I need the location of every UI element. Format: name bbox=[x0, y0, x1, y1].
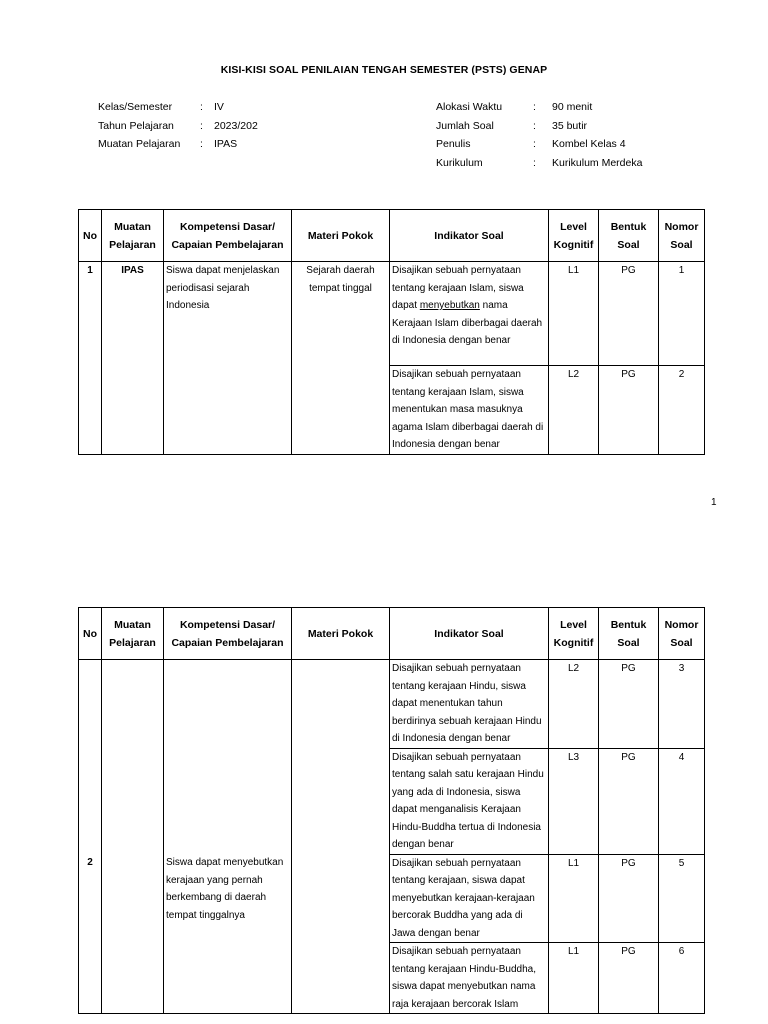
header-materi: Materi Pokok bbox=[292, 210, 390, 262]
meta-label: Alokasi Waktu bbox=[436, 101, 503, 113]
header-no: No bbox=[79, 608, 102, 660]
header-level bbox=[549, 608, 599, 660]
cell-bentuk: PG bbox=[599, 854, 659, 943]
cell-nomor: 1 bbox=[659, 262, 705, 366]
header-text: Level bbox=[560, 220, 587, 233]
header-nomor bbox=[659, 608, 705, 660]
meta-colon: : bbox=[200, 101, 203, 113]
header-text: Capaian Pembelajaran bbox=[171, 238, 284, 251]
cell-level: L2 bbox=[549, 660, 599, 749]
cell-indikator: Disajikan sebuah pernyataan tentang salah satu kerajaan Hindu yang ada di Indonesia, siswa dapat menganalisis Kerajaan Hindu-Buddha tertua di Indonesia dengan benar bbox=[390, 748, 549, 854]
cell-no-empty bbox=[79, 660, 102, 855]
header-bentuk bbox=[599, 608, 659, 660]
cell-nomor: 5 bbox=[659, 854, 705, 943]
meta-row-kelas bbox=[98, 101, 258, 120]
header-text: Pelajaran bbox=[109, 238, 156, 251]
meta-value: 35 butir bbox=[552, 119, 588, 132]
meta-colon: : bbox=[533, 156, 536, 169]
cell-no: 1 bbox=[79, 262, 102, 455]
cell-kompetensi: Siswa dapat menjelaskan periodisasi sejarah Indonesia bbox=[164, 262, 292, 455]
header-indikator: Indikator Soal bbox=[390, 210, 549, 262]
cell-indikator: Disajikan sebuah pernyataan tentang kerajaan Hindu-Buddha, siswa dapat menyebutkan nama raja kerajaan bercorak Islam bbox=[390, 943, 549, 1014]
header-kompetensi bbox=[164, 608, 292, 660]
meta-colon: : bbox=[200, 119, 203, 132]
header-text: Level bbox=[560, 618, 587, 631]
header-muatan bbox=[102, 608, 164, 660]
header-text: Nomor bbox=[664, 220, 699, 233]
header-materi: Materi Pokok bbox=[292, 608, 390, 660]
cell-level: L1 bbox=[549, 262, 599, 366]
cell-muatan-empty bbox=[102, 660, 164, 1014]
cell-indikator: Disajikan sebuah pernyataan tentang kerajaan Hindu, siswa dapat menentukan tahun berdirinya sebuah kerajaan Hindu di Indonesia dengan benar bbox=[390, 660, 549, 749]
indikator-underlined: menyebutkan bbox=[419, 300, 480, 311]
cell-level: L1 bbox=[549, 854, 599, 943]
header-text: Pelajaran bbox=[109, 636, 156, 649]
meta-label: Kelas/Semester bbox=[98, 101, 173, 113]
cell-level: L3 bbox=[549, 748, 599, 854]
meta-row-kurikulum bbox=[436, 157, 642, 176]
header-text: Kognitif bbox=[553, 636, 594, 649]
cell-bentuk: PG bbox=[599, 943, 659, 1014]
meta-row-penulis bbox=[436, 138, 642, 157]
meta-row-tahun bbox=[98, 120, 258, 139]
meta-label: Penulis bbox=[436, 138, 471, 150]
cell-nomor: 4 bbox=[659, 748, 705, 854]
header-text: Soal bbox=[617, 636, 640, 649]
header-text: Muatan bbox=[114, 220, 151, 233]
header-indikator: Indikator Soal bbox=[390, 608, 549, 660]
table-row bbox=[79, 854, 705, 943]
meta-value: Kurikulum Merdeka bbox=[552, 156, 643, 169]
meta-colon: : bbox=[533, 101, 536, 113]
cell-materi: Sejarah daerah tempat tinggal bbox=[292, 262, 390, 455]
cell-materi-empty bbox=[292, 660, 390, 1014]
table-row bbox=[79, 660, 705, 749]
header-text: Nomor bbox=[664, 618, 699, 631]
cell-kompetensi-empty bbox=[164, 660, 292, 855]
header-text: Muatan bbox=[114, 618, 151, 631]
header-text: Kompetensi Dasar/ bbox=[179, 220, 276, 233]
header-text: Soal bbox=[670, 238, 693, 251]
table-header-row bbox=[79, 210, 705, 262]
header-nomor bbox=[659, 210, 705, 262]
meta-label: Tahun Pelajaran bbox=[98, 119, 174, 132]
kisi-kisi-table-2 bbox=[78, 607, 705, 1014]
meta-label: Kurikulum bbox=[436, 156, 483, 169]
meta-value: 90 menit bbox=[552, 101, 593, 113]
table-row bbox=[79, 262, 705, 366]
header-text: Kompetensi Dasar/ bbox=[179, 618, 276, 631]
header-muatan bbox=[102, 210, 164, 262]
meta-value: 2023/202 bbox=[214, 119, 258, 132]
meta-colon: : bbox=[200, 138, 203, 150]
cell-bentuk: PG bbox=[599, 660, 659, 749]
cell-no: 2 bbox=[79, 854, 102, 1014]
cell-indikator: Disajikan sebuah pernyataan tentang kerajaan Islam, siswa menentukan masa masuknya agama Islam diberbagai daerah di Indonesia dengan benar bbox=[390, 366, 549, 455]
indikator-text: nama Kerajaan Islam diberbagai daerah di Indonesia dengan benar bbox=[392, 300, 543, 346]
page-number: 1 bbox=[711, 497, 717, 508]
header-level bbox=[549, 210, 599, 262]
cell-level: L2 bbox=[549, 366, 599, 455]
header-text: Kognitif bbox=[553, 238, 594, 251]
cell-nomor: 2 bbox=[659, 366, 705, 455]
meta-row-muatan bbox=[98, 138, 258, 157]
cell-bentuk: PG bbox=[599, 366, 659, 455]
header-kompetensi bbox=[164, 210, 292, 262]
meta-value: IPAS bbox=[214, 138, 238, 150]
kisi-kisi-table-1 bbox=[78, 209, 705, 455]
cell-kompetensi: Siswa dapat menyebutkan kerajaan yang pernah berkembang di daerah tempat tinggalnya bbox=[164, 854, 292, 1014]
header-text: Bentuk bbox=[610, 220, 647, 233]
meta-left bbox=[98, 101, 258, 157]
cell-nomor: 3 bbox=[659, 660, 705, 749]
cell-bentuk: PG bbox=[599, 262, 659, 366]
table-header-row bbox=[79, 608, 705, 660]
meta-colon: : bbox=[533, 138, 536, 150]
meta-row-jumlah bbox=[436, 120, 642, 139]
meta-value: Kombel Kelas 4 bbox=[552, 138, 626, 150]
header-no: No bbox=[79, 210, 102, 262]
meta-value: IV bbox=[214, 101, 224, 113]
meta-colon: : bbox=[533, 119, 536, 132]
cell-muatan: IPAS bbox=[102, 262, 164, 455]
document-title: KISI-KISI SOAL PENILAIAN TENGAH SEMESTER (PSTS) GENAP bbox=[220, 64, 548, 76]
cell-indikator bbox=[390, 262, 549, 366]
header-text: Bentuk bbox=[610, 618, 647, 631]
indikator-text: Disajikan sebuah pernyataan tentang kerajaan Islam, siswa dapat bbox=[392, 265, 524, 311]
meta-label: Muatan Pelajaran bbox=[98, 138, 181, 150]
meta-label: Jumlah Soal bbox=[436, 119, 494, 132]
meta-row-alokasi bbox=[436, 101, 642, 120]
meta-right bbox=[436, 101, 642, 175]
header-text: Capaian Pembelajaran bbox=[171, 636, 284, 649]
cell-level: L1 bbox=[549, 943, 599, 1014]
header-bentuk bbox=[599, 210, 659, 262]
cell-indikator: Disajikan sebuah pernyataan tentang kerajaan, siswa dapat menyebutkan kerajaan-kerajaan bercorak Buddha yang ada di Jawa dengan benar bbox=[390, 854, 549, 943]
header-text: Soal bbox=[670, 636, 693, 649]
cell-bentuk: PG bbox=[599, 748, 659, 854]
header-text: Soal bbox=[617, 238, 640, 251]
cell-nomor: 6 bbox=[659, 943, 705, 1014]
